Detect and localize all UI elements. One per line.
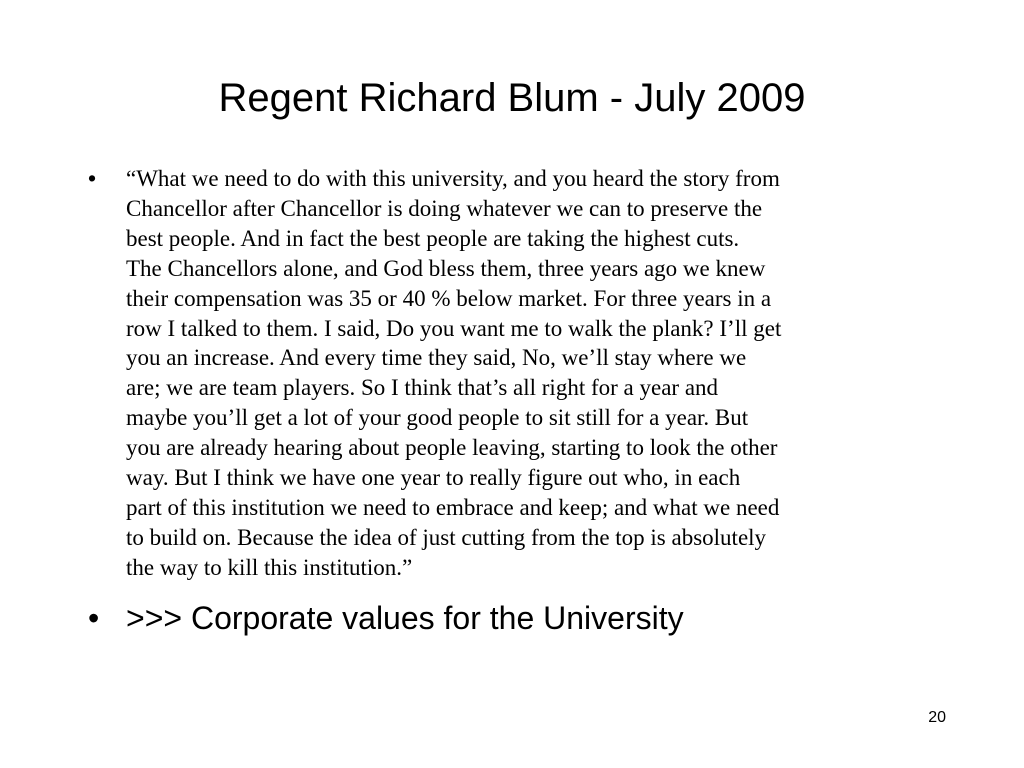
quote-line: “What we need to do with this university, and you heard the story from: [126, 166, 780, 191]
page-number: 20: [928, 709, 946, 726]
quote-line: the way to kill this institution.”: [126, 554, 413, 580]
quote-line: way. But I think we have one year to really figure out who, in each: [126, 465, 741, 491]
quote-line: to build on. Because the idea of just cutting from the top is absolutely: [126, 524, 767, 550]
quote-line: part of this institution we need to embrace and keep; and what we need: [126, 494, 780, 520]
quote-line: best people. And in fact the best people are taking the highest cuts.: [126, 225, 740, 251]
quote-bullet: [84, 164, 944, 583]
slide-title: Regent Richard Blum - July 2009: [218, 76, 806, 120]
bullet-icon: •: [88, 165, 97, 191]
quote-line: row I talked to them. I said, Do you want me to walk the plank? I’ll get: [126, 315, 782, 341]
quote-line: are; we are team players. So I think that’s all right for a year and: [126, 375, 719, 401]
quote-line: The Chancellors alone, and God bless them, three years ago we knew: [126, 255, 766, 281]
corporate-values-bullet: [84, 597, 944, 639]
quote-line: maybe you’ll get a lot of your good people to sit still for a year. But: [126, 405, 749, 431]
quote-line: you are already hearing about people leaving, starting to look the other: [126, 435, 778, 461]
corporate-values-text: >>> Corporate values for the University: [126, 599, 684, 636]
quote-line: Chancellor after Chancellor is doing whatever we can to preserve the: [126, 195, 763, 221]
bullet-icon: •: [88, 599, 100, 636]
quote-line: you an increase. And every time they said, No, we’ll stay where we: [126, 345, 747, 371]
bullet-list: [84, 164, 944, 639]
quote-line: their compensation was 35 or 40 % below market. For three years in a: [126, 285, 772, 311]
